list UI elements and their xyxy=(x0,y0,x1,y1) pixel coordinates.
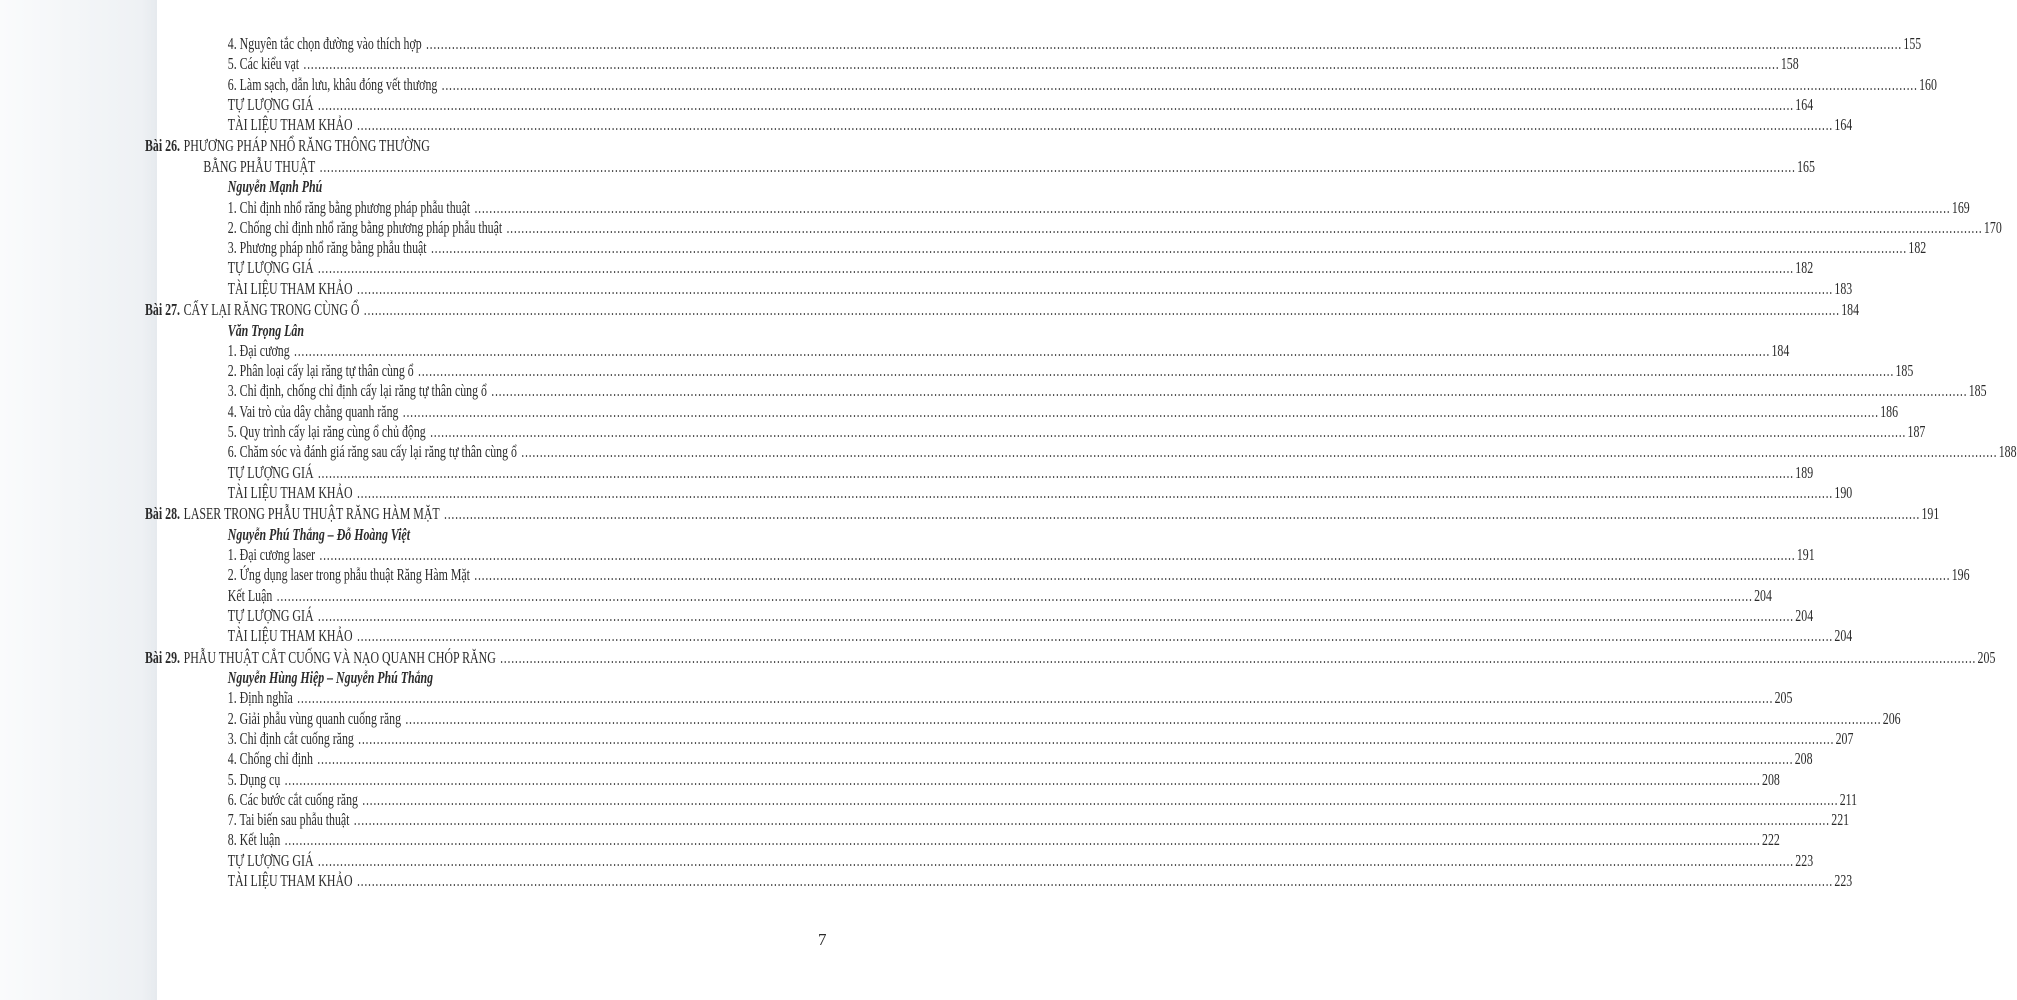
entry-title: 5. Các kiểu vạt xyxy=(227,54,300,74)
entry-page-number: 208 xyxy=(1794,749,1813,769)
entry-page-number: 185 xyxy=(1895,361,1914,381)
toc-entry[interactable] xyxy=(145,769,1780,790)
entry-title: 6. Chăm sóc và đánh giá răng sau cấy lại răng tự thân cùng ổ xyxy=(227,442,517,462)
dot-leader: ................................................................................................................................................................................................................................................................................................................................................................................................................ xyxy=(491,381,1968,401)
toc-entry[interactable] xyxy=(145,830,1780,850)
entry-title: 6. Các bước cắt cuống răng xyxy=(227,789,358,809)
toc-entry[interactable] xyxy=(145,749,1813,769)
entry-page-number: 191 xyxy=(1796,545,1815,565)
dot-leader: ................................................................................................................................................................................................................................................................................................................................................................................................................ xyxy=(430,238,1907,258)
entry-page-number: 205 xyxy=(1977,647,1996,667)
toc-entry[interactable] xyxy=(145,585,1772,606)
entry-title: PHẪU THUẬT CẮT CUỐNG VÀ NẠO QUANH CHÓP RĂNG xyxy=(183,647,496,667)
entry-title: LASER TRONG PHẪU THUẬT RĂNG HÀM MẶT xyxy=(183,504,440,524)
entry-title: 3. Chỉ định cắt cuống răng xyxy=(227,728,354,748)
dot-leader: ................................................................................................................................................................................................................................................................................................................................................................................................................ xyxy=(317,258,1794,278)
dot-leader: ................................................................................................................................................................................................................................................................................................................................................................................................................ xyxy=(276,585,1753,605)
toc-entry[interactable] xyxy=(145,545,1815,565)
entry-title: Kết Luận xyxy=(227,585,273,605)
toc-entry[interactable] xyxy=(145,605,1814,626)
dot-leader: ................................................................................................................................................................................................................................................................................................................................................................................................................ xyxy=(362,789,1839,809)
entry-title: TỰ LƯỢNG GIÁ xyxy=(227,605,314,625)
toc-entry[interactable] xyxy=(145,238,1927,258)
entry-title: TỰ LƯỢNG GIÁ xyxy=(227,850,314,870)
toc-lesson-heading[interactable] xyxy=(145,135,822,157)
toc-entry[interactable] xyxy=(145,789,1858,810)
entry-title: 6. Làm sạch, dẫn lưu, khâu đóng vết thương xyxy=(227,74,438,94)
entry-title: 1. Chỉ định nhổ răng bằng phương pháp phẫu thuật xyxy=(227,197,471,217)
entry-page-number: 206 xyxy=(1882,708,1901,728)
entry-title: PHƯƠNG PHÁP NHỔ RĂNG THÔNG THƯỜNG xyxy=(183,136,430,156)
entry-page-number: 182 xyxy=(1795,258,1814,278)
toc-entry[interactable] xyxy=(145,197,1970,218)
entry-page-number: 170 xyxy=(1983,217,2002,237)
lesson-label: Bài 28. xyxy=(145,504,180,524)
toc-author xyxy=(145,321,822,341)
dot-leader: ................................................................................................................................................................................................................................................................................................................................................................................................................ xyxy=(284,769,1761,789)
toc-entry[interactable] xyxy=(145,626,1853,646)
dot-leader: ................................................................................................................................................................................................................................................................................................................................................................................................................ xyxy=(474,565,1951,585)
entry-title: 4. Nguyên tắc chọn đường vào thích hợp xyxy=(227,34,422,53)
dot-leader: ................................................................................................................................................................................................................................................................................................................................................................................................................ xyxy=(356,482,1833,502)
toc-entry[interactable] xyxy=(145,381,1987,401)
toc-entry[interactable] xyxy=(145,54,1799,74)
entry-title: TỰ LƯỢNG GIÁ xyxy=(227,462,314,482)
dot-leader: ................................................................................................................................................................................................................................................................................................................................................................................................................ xyxy=(441,74,1918,94)
dot-leader: ................................................................................................................................................................................................................................................................................................................................................................................................................ xyxy=(294,340,1771,360)
entry-page-number: 211 xyxy=(1839,789,1858,809)
entry-title: 5. Quy trình cấy lại răng cùng ổ chủ động xyxy=(227,422,426,442)
entry-page-number: 223 xyxy=(1834,870,1853,890)
toc-entry[interactable] xyxy=(145,442,2017,462)
entry-page-number: 190 xyxy=(1834,482,1853,502)
dot-leader: ................................................................................................................................................................................................................................................................................................................................................................................................................ xyxy=(363,300,1840,320)
toc-entry[interactable] xyxy=(145,688,1793,708)
entry-title: 2. Chống chỉ định nhổ răng bằng phương pháp phẫu thuật xyxy=(227,217,503,237)
dot-leader: ................................................................................................................................................................................................................................................................................................................................................................................................................ xyxy=(430,422,1907,442)
entry-page-number: 221 xyxy=(1831,810,1850,830)
entry-page-number: 164 xyxy=(1834,115,1853,135)
dot-leader: ................................................................................................................................................................................................................................................................................................................................................................................................................ xyxy=(356,870,1833,890)
toc-entry[interactable] xyxy=(145,258,1814,278)
toc-entry[interactable] xyxy=(145,708,1901,729)
page-number: 7 xyxy=(818,930,827,949)
entry-title: TỰ LƯỢNG GIÁ xyxy=(227,94,314,114)
lesson-label: Bài 26. xyxy=(145,136,180,156)
toc-entry[interactable] xyxy=(145,34,1922,54)
dot-leader: ................................................................................................................................................................................................................................................................................................................................................................................................................ xyxy=(521,442,1998,462)
entry-title: 8. Kết luận xyxy=(227,830,281,850)
entry-page-number: 169 xyxy=(1951,197,1970,217)
toc-lesson-heading[interactable] xyxy=(145,647,1996,669)
dot-leader: ................................................................................................................................................................................................................................................................................................................................................................................................................ xyxy=(319,156,1796,176)
entry-title: TÀI LIỆU THAM KHẢO xyxy=(227,278,353,298)
entry-title: 2. Giải phẫu vùng quanh cuống răng xyxy=(227,708,402,728)
entry-title: CẤY LẠI RĂNG TRONG CÙNG Ổ xyxy=(183,300,360,320)
entry-page-number: 186 xyxy=(1880,401,1899,421)
entry-page-number: 196 xyxy=(1951,565,1970,585)
toc-lesson-heading[interactable] xyxy=(145,503,1940,525)
dot-leader: ................................................................................................................................................................................................................................................................................................................................................................................................................ xyxy=(500,647,1977,667)
entry-title: Văn Trọng Lân xyxy=(227,320,304,340)
dot-leader: ................................................................................................................................................................................................................................................................................................................................................................................................................ xyxy=(303,54,1780,74)
entry-title: TỰ LƯỢNG GIÁ xyxy=(227,258,314,278)
toc-author xyxy=(145,177,822,197)
dot-leader: ................................................................................................................................................................................................................................................................................................................................................................................................................ xyxy=(356,278,1833,298)
entry-page-number: 204 xyxy=(1834,626,1853,646)
toc-lesson-heading[interactable] xyxy=(145,299,1860,321)
toc-entry[interactable] xyxy=(145,94,1814,115)
entry-page-number: 223 xyxy=(1795,850,1814,870)
entry-title: BẰNG PHẪU THUẬT xyxy=(203,156,316,176)
entry-page-number: 184 xyxy=(1771,340,1790,360)
entry-page-number: 165 xyxy=(1797,156,1815,176)
entry-page-number: 204 xyxy=(1795,605,1814,625)
dot-leader: ................................................................................................................................................................................................................................................................................................................................................................................................................ xyxy=(356,115,1833,135)
entry-title: TÀI LIỆU THAM KHẢO xyxy=(227,870,353,890)
toc-entry[interactable] xyxy=(145,217,2002,238)
entry-title: 2. Ứng dụng laser trong phẫu thuật Răng Hàm Mặt xyxy=(227,565,470,585)
dot-leader: ................................................................................................................................................................................................................................................................................................................................................................................................................ xyxy=(402,401,1879,421)
entry-title: 2. Phân loại cấy lại răng tự thân cùng ổ xyxy=(227,361,414,381)
entry-title: Nguyễn Phú Thắng – Đỗ Hoàng Việt xyxy=(227,524,410,544)
entry-page-number: 205 xyxy=(1774,688,1793,708)
lesson-label: Bài 27. xyxy=(145,300,180,320)
entry-page-number: 184 xyxy=(1841,300,1860,320)
entry-page-number: 183 xyxy=(1834,278,1853,298)
toc-entry[interactable] xyxy=(145,422,1926,442)
toc-entry[interactable] xyxy=(145,74,1937,95)
entry-page-number: 182 xyxy=(1908,238,1927,258)
dot-leader: ................................................................................................................................................................................................................................................................................................................................................................................................................ xyxy=(358,728,1835,748)
entry-page-number: 208 xyxy=(1762,769,1780,789)
page-edge-shadow xyxy=(0,0,157,1000)
toc-entry[interactable] xyxy=(145,278,1853,299)
entry-title: Nguyễn Hùng Hiệp – Nguyễn Phú Thắng xyxy=(227,668,434,688)
entry-title: 1. Đại cương xyxy=(227,340,290,360)
entry-page-number: 188 xyxy=(1998,442,2017,462)
dot-leader: ................................................................................................................................................................................................................................................................................................................................................................................................................ xyxy=(319,545,1796,565)
entry-page-number: 189 xyxy=(1795,462,1814,482)
toc-entry[interactable] xyxy=(145,870,1853,891)
entry-page-number: 158 xyxy=(1780,54,1799,74)
toc-entry[interactable] xyxy=(145,482,1853,503)
dot-leader: ................................................................................................................................................................................................................................................................................................................................................................................................................ xyxy=(444,504,1921,524)
entry-page-number: 155 xyxy=(1903,34,1922,53)
entry-page-number: 164 xyxy=(1795,94,1814,114)
entry-title: 5. Dụng cụ xyxy=(227,769,281,789)
toc-entry[interactable] xyxy=(145,462,1814,483)
entry-title: 4. Chống chỉ định xyxy=(227,749,313,769)
entry-title: 3. Chỉ định, chống chỉ định cấy lại răng tự thân cùng ổ xyxy=(227,381,487,401)
entry-page-number: 207 xyxy=(1835,728,1854,748)
toc-entry[interactable] xyxy=(145,810,1850,830)
dot-leader: ................................................................................................................................................................................................................................................................................................................................................................................................................ xyxy=(317,94,1794,114)
entry-title: TÀI LIỆU THAM KHẢO xyxy=(227,626,353,646)
entry-title: 3. Phương pháp nhổ răng bằng phẫu thuật xyxy=(227,238,427,258)
toc-entry[interactable] xyxy=(145,115,1853,135)
dot-leader: ................................................................................................................................................................................................................................................................................................................................................................................................................ xyxy=(506,217,1983,237)
dot-leader: ................................................................................................................................................................................................................................................................................................................................................................................................................ xyxy=(474,197,1951,217)
toc-entry[interactable] xyxy=(145,850,1814,871)
dot-leader: ................................................................................................................................................................................................................................................................................................................................................................................................................ xyxy=(418,361,1895,381)
entry-page-number: 185 xyxy=(1968,381,1987,401)
entry-page-number: 222 xyxy=(1762,830,1780,850)
dot-leader: ................................................................................................................................................................................................................................................................................................................................................................................................................ xyxy=(284,830,1761,850)
entry-page-number: 204 xyxy=(1754,585,1772,605)
dot-leader: ................................................................................................................................................................................................................................................................................................................................................................................................................ xyxy=(425,34,1902,53)
dot-leader: ................................................................................................................................................................................................................................................................................................................................................................................................................ xyxy=(317,605,1794,625)
toc-entry[interactable] xyxy=(145,565,1970,585)
lesson-label: Bài 29. xyxy=(145,647,180,667)
toc-entry[interactable] xyxy=(145,728,1854,749)
dot-leader: ................................................................................................................................................................................................................................................................................................................................................................................................................ xyxy=(297,688,1774,708)
entry-title: 1. Định nghĩa xyxy=(227,688,293,708)
entry-page-number: 191 xyxy=(1921,504,1940,524)
entry-title: TÀI LIỆU THAM KHẢO xyxy=(227,115,353,135)
toc-author xyxy=(145,525,822,545)
dot-leader: ................................................................................................................................................................................................................................................................................................................................................................................................................ xyxy=(405,708,1882,728)
toc-entry[interactable] xyxy=(145,361,1914,381)
toc-lesson-heading-cont[interactable] xyxy=(145,156,1815,177)
toc-entry[interactable] xyxy=(145,401,1899,422)
entry-title: 4. Vai trò của dây chằng quanh răng xyxy=(227,401,399,421)
dot-leader: ................................................................................................................................................................................................................................................................................................................................................................................................................ xyxy=(317,462,1794,482)
entry-title: 1. Đại cương laser xyxy=(227,545,316,565)
toc-author xyxy=(145,668,822,688)
dot-leader: ................................................................................................................................................................................................................................................................................................................................................................................................................ xyxy=(353,810,1830,830)
entry-page-number: 160 xyxy=(1919,74,1937,94)
toc-entry[interactable] xyxy=(145,340,1790,361)
entry-title: TÀI LIỆU THAM KHẢO xyxy=(227,482,353,502)
dot-leader: ................................................................................................................................................................................................................................................................................................................................................................................................................ xyxy=(317,749,1794,769)
dot-leader: ................................................................................................................................................................................................................................................................................................................................................................................................................ xyxy=(317,850,1794,870)
entry-title: 7. Tai biến sau phẫu thuật xyxy=(227,810,350,830)
entry-page-number: 187 xyxy=(1907,422,1926,442)
entry-title: Nguyễn Mạnh Phú xyxy=(227,177,323,197)
dot-leader: ................................................................................................................................................................................................................................................................................................................................................................................................................ xyxy=(356,626,1833,646)
table-of-contents xyxy=(145,34,2017,891)
